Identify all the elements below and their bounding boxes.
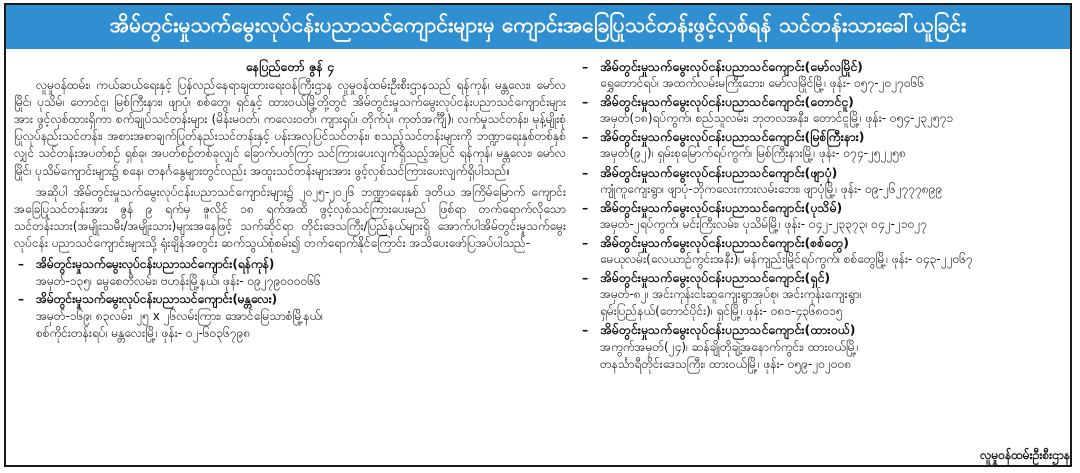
school-name: အိမ်တွင်းမှုသက်မွေးလုပ်ငန်းပညာသင်ကျောင်း(ရှင်) bbox=[600, 270, 831, 286]
school-entry-shan bbox=[572, 269, 1068, 320]
school-name: အိမ်တွင်းမှုသက်မွေးလုပ်ငန်းပညာသင်ကျောင်း(ပုသိမ်) bbox=[600, 199, 843, 215]
school-entry-sittwe bbox=[572, 234, 1068, 268]
right-column bbox=[572, 58, 1068, 458]
school-address: အမှတ်-၁၆၉၊ ၈၃လမ်း၊ ၂၅ x ၂၆လမ်းကြား၊ အောင်မြေသာစံမြို့နယ်၊ bbox=[36, 309, 323, 324]
notice-title: အိမ်တွင်းမှုသက်မွေးလုပ်ငန်းပညာသင်ကျောင်းများမှ ကျောင်းအခြေပြုသင်တန်းဖွင့်လှစ်ရန် သင်တန်းသားခေါ်ယူခြင်း bbox=[6, 5, 1070, 49]
school-name: အိမ်တွင်းမှုသက်မွေးလုပ်ငန်းပညာသင်ကျောင်း(ရန်ကုန်) bbox=[36, 257, 275, 272]
bullet-dash: – bbox=[18, 292, 24, 307]
intro-paragraph: လူမှုဝန်ထမ်း၊ ကယ်ဆယ်ရေးနှင့် ပြန်လည်နေရာချထားရေးဝန်ကြီးဌာန လူမှုဝန်ထမ်းဦးစီးဌာနသည် ရန်ကုန်၊ မန္တလေး၊ မော်လမြိုင်၊ ပုသိမ်၊ တောင်ငူ၊ မြစ်ကြီးနား၊ ဖျာပုံ၊ စစ်တွေ၊ ရှင်နှင့် ထားဝယ်မြို့တို့တွင် အိမ်တွင်းမှုသက်မွေးလုပ်ငန်းပညာသင်ကျောင်းများအား ဖွင့်လှစ်ထားရှိကာ စက်ချုပ်သင်တန်းများ (မိန်းမဝတ်၊ ကလေးဝတ်၊ ကျားရှပ်၊ တိုက်ပုံ၊ ကုတ်အင်္ကျီ)၊ လက်မှုသင်တန်း၊ မုန့်မျိုးစုံပြုလုပ်နည်းသင်တန်း၊ အစားအစာချက်ပြုတ်နည်းသင်တန်းနှင့် ပန်းအလှပြင်သင်တန်း၊ စသည့်သင်တန်းများကို ဘဏ္ဍာရေးနှစ်တစ်နှစ်လျှင် သင်တန်းအပတ်စဉ် ရှစ်ခု၊ အပတ်စဉ်တစ်ခုလျှင် ခြောက်ပတ်ကြာ သင်ကြားပေးလျက်ရှိသည့်အပြင် ရန်ကုန်၊ မန္တလေး၊ မော်လမြိုင်၊ ပုသိမ်ကျောင်းများ၌ စနေ၊ တနင်္ဂနွေများတွင်လည်း အထူးသင်တန်းများအား ဖွင့်လှစ်သင်ကြားပေးလျက်ရှိပါသည်။ bbox=[14, 78, 566, 178]
school-entry-mandalay bbox=[14, 291, 566, 342]
school-address: အမှတ်(၉၂)၊ ရှမ်းစုမြောက်ရပ်ကွက်၊ မြစ်ကြီးနားမြို့၊ ဖုန်း- ၀၇၄-၂၅၂၂၅၈ bbox=[600, 146, 906, 161]
school-address: အမှတ်-၈၂၊ အင်းကုန်းငါးဆူကျေးရွာအုပ်စု၊ အင်းကုန်းကျေးရွာ၊ bbox=[600, 287, 862, 302]
left-column bbox=[14, 58, 566, 458]
signature: လူမှုဝန်ထမ်းဦးစီးဌာန bbox=[980, 448, 1070, 462]
school-name: အိမ်တွင်းမှုသက်မွေးလုပ်ငန်းပညာသင်ကျောင်း(တောင်ငူ) bbox=[600, 94, 854, 110]
bullet-dash: – bbox=[18, 257, 24, 272]
dateline: နေပြည်တော် ဇွန် ၄ bbox=[245, 59, 335, 74]
school-entry-dawei bbox=[572, 321, 1068, 372]
school-address: ရွှေတောင်ရပ်၊ အထက်လမ်းမကြီးဘေး၊ မော်လမြိုင်မြို့၊ ဖုန်း- ၀၅၇-၂၀၂၇၀၆၆ bbox=[600, 76, 925, 91]
school-entry-pathein bbox=[572, 199, 1068, 233]
school-name: အိမ်တွင်းမှုသက်မွေးလုပ်ငန်းပညာသင်ကျောင်း(မြစ်ကြီးနား) bbox=[600, 129, 865, 145]
school-name: အိမ်တွင်းမှုသက်မွေးလုပ်ငန်းပညာသင်ကျောင်း(မန္တလေး) bbox=[36, 292, 278, 307]
school-address: အမှတ်(၁၈)ရပ်ကွက်၊ စည်သူလမ်း၊ ဘုတလအနီး၊ တောင်ငူမြို့၊ ဖုန်း- ၀၅၄-၂၃၂၅၇၁ bbox=[600, 111, 954, 126]
bullet-dash: – bbox=[582, 234, 589, 250]
school-entry-pyapon bbox=[572, 164, 1068, 198]
school-address: ကျုံကူကျေးရွာ၊ ဖျာပုံ-ဘိုကလေးကားလမ်းဘေး၊ ဖျာပုံမြို့၊ ဖုန်း- ၀၉-၂၆၂၇၇၇၈၉၉ bbox=[600, 181, 943, 196]
announcement-paragraph: အဆိုပါ အိမ်တွင်းမှုသက်မွေးလုပ်ငန်းပညာသင်ကျောင်းများ၌ ၂၀၂၅-၂၀၂၆ ဘဏ္ဍာရေးနှစ် ဒုတိယ အကြိမ်မြောက် ကျောင်းအခြေပြုသင်တန်းအား ဇွန် ၉ ရက်မှ ဇူလိုင် ၁၈ ရက်အထိ ဖွင့်လှစ်သင်ကြားပေးမည် ဖြစ်ရာ တက်ရောက်လိုသော သင်တန်းသား(အမျိုးသမီး/အမျိုးသား)များအနေဖြင့် သက်ဆိုင်ရာ တိုင်းဒေသကြီး/ပြည်နယ်များရှိ အောက်ပါအိမ်တွင်းမှုသက်မွေးလုပ်ငန်း ပညာသင်ကျောင်းများသို့ ရုံးချိန်အတွင်း ဆက်သွယ်စုံစမ်း၍ တက်ရောက်နိုင်ကြောင်း အသိပေးဖော်ပြအပ်ပါသည်- bbox=[14, 184, 566, 250]
school-name: အိမ်တွင်းမှုသက်မွေးလုပ်ငန်းပညာသင်ကျောင်း(ဖျာပုံ) bbox=[600, 164, 838, 180]
school-entry-taungoo bbox=[572, 93, 1068, 127]
school-entry-yangon bbox=[14, 256, 566, 290]
school-name: အိမ်တွင်းမှုသက်မွေးလုပ်ငန်းပညာသင်ကျောင်း(ထားဝယ်) bbox=[600, 322, 856, 338]
bullet-dash: – bbox=[582, 270, 589, 286]
bullet-dash: – bbox=[582, 322, 589, 338]
school-address-line2: စစ်ကိုင်းတန်းရပ်၊ မန္တလေးမြို့၊ ဖုန်း- ၀၂-၆၀၃၆၇၉၈ bbox=[36, 326, 251, 341]
school-name: အိမ်တွင်းမှုသက်မွေးလုပ်ငန်းပညာသင်ကျောင်း(စစ်တွေ) bbox=[600, 234, 849, 250]
school-name: အိမ်တွင်းမှုသက်မွေးလုပ်ငန်းပညာသင်ကျောင်း(မော်လမြိုင်) bbox=[600, 59, 863, 74]
bullet-dash: – bbox=[582, 129, 589, 145]
school-address-line2: တနင်္သာရီတိုင်းဒေသကြီး၊ ထားဝယ်မြို့၊ ဖုန်း- ၀၅၉-၂၀၂၀၀၈ bbox=[600, 356, 852, 371]
school-address: အကွက်အမှတ်(၂၄)၊ ဆန်ချိုတိုချဲ့အနောက်ကွင်း၊ ထားဝယ်မြို့၊ bbox=[600, 339, 859, 354]
school-address: မေယုလမ်း(လေယာဉ်ကွင်းအနီး)၊ မန်ကျည်းမြိုင်ရပ်ကွက်၊ စစ်တွေမြို့၊ ဖုန်း- ၀၄၃-၂၂၀၆၇ bbox=[600, 252, 973, 267]
school-address: အမှတ်-၁၃၅၊ မွေစေတီလမ်း၊ ဗဟန်းမြို့နယ်၊ ဖုန်း- ၀၉၂၇၉၀၀၀၀၆၆ bbox=[36, 274, 321, 289]
school-entry-myitkyina bbox=[572, 128, 1068, 162]
bullet-dash: – bbox=[582, 164, 589, 180]
bullet-dash: – bbox=[582, 94, 589, 110]
bullet-dash: – bbox=[582, 199, 589, 215]
bullet-dash: – bbox=[582, 59, 589, 74]
school-address-line2: ရှမ်းပြည်နယ်(တောင်ပိုင်း)၊ ရှင်မြို့၊ ဖုန်း- ၀၈၁-၄၃၆၈၀၁၅ bbox=[600, 304, 843, 319]
school-address: အမှတ်-၂ရပ်ကွက်၊ မင်းကြီးလမ်း၊ ပုသိမ်မြို့၊ ဖုန်း- ၀၄၂-၂၃၃၇၃၊ ၀၄၂-၂၁၀၂၇ bbox=[600, 216, 928, 231]
school-entry-mawlamyine bbox=[572, 58, 1068, 92]
